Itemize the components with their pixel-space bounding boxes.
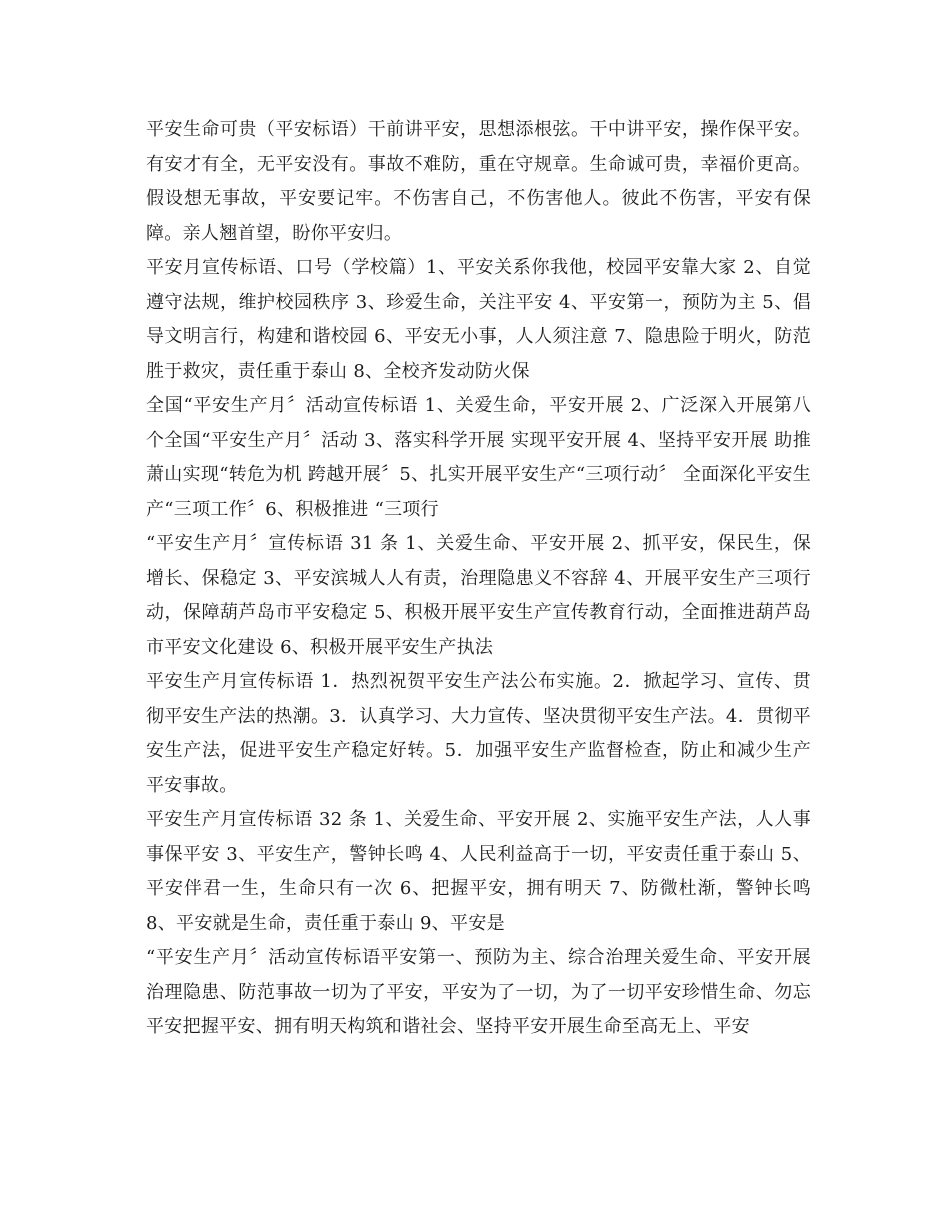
paragraph-activity-slogans: “平安生产月〞活动宣传标语平安第一、预防为主、综合治理关爱生命、平安开展治理隐患、防范事故一切为了平安，平安为了一切，为了一切平安珍惜生命、勿忘平安把握平安、拥有明天构筑和谐社会、坚持平安开展生命至高无上、平安 xyxy=(146,947,811,1037)
paragraph-school-safety-slogans: 平安月宣传标语、口号（学校篇）1、平安关系你我他，校园平安靠大家 2、自觉遵守法规，维护校园秩序 3、珍爱生命，关注平安 4、平安第一，预防为主 5、倡导文明言行，构建和谐校园 6、平安无小事，人人须注意 7、隐患险于明火，防范胜于救灾，责任重于泰山 8、全校齐发动防火保 xyxy=(146,257,811,382)
paragraph-national-safety-month-slogans: 全国“平安生产月〞活动宣传标语 1、关爱生命，平安开展 2、广泛深入开展第八个全国“平安生产月〞活动 3、落实科学开展 实现平安开展 4、坚持平安开展 助推萧山实现“转危为机 跨越开展〞5、扎实开展平安生产“三项行动〞 全面深化平安生产“三项工作〞6、积极推进 “三项行 xyxy=(146,395,811,520)
paragraph-32-slogans: 平安生产月宣传标语 32 条 1、关爱生命、平安开展 2、实施平安生产法，人人事事保平安 3、平安生产，警钟长鸣 4、人民利益高于一切，平安责任重于泰山 5、平安伴君一生，生命只有一次 6、把握平安，拥有明天 7、防微杜渐，警钟长鸣 8、平安就是生命，责任重于泰山 9、平安是 xyxy=(146,809,811,934)
paragraph-31-slogans: “平安生产月〞宣传标语 31 条 1、关爱生命、平安开展 2、抓平安，保民生，保增长、保稳定 3、平安滨城人人有责，治理隐患义不容辞 4、开展平安生产三项行动，保障葫芦岛市平安稳定 5、积极开展平安生产宣传教育行动，全面推进葫芦岛市平安文化建设 6、积极开展平安生产执法 xyxy=(146,533,811,658)
paragraph-safety-life-slogans: 平安生命可贵（平安标语）干前讲平安，思想添根弦。干中讲平安，操作保平安。有安才有全，无平安没有。事故不难防，重在守规章。生命诚可贵，幸福价更高。假设想无事故，平安要记牢。不伤害自己，不伤害他人。彼此不伤害，平安有保障。亲人翘首望，盼你平安归。 xyxy=(146,119,811,244)
paragraph-safety-law-slogans: 平安生产月宣传标语 1．热烈祝贺平安生产法公布实施。2．掀起学习、宣传、贯彻平安生产法的热潮。3．认真学习、大力宣传、坚决贯彻平安生产法。4．贯彻平安生产法，促进平安生产稳定好转。5．加强平安生产监督检查，防止和减少生产平安事故。 xyxy=(146,671,811,796)
document-body xyxy=(146,113,811,1045)
